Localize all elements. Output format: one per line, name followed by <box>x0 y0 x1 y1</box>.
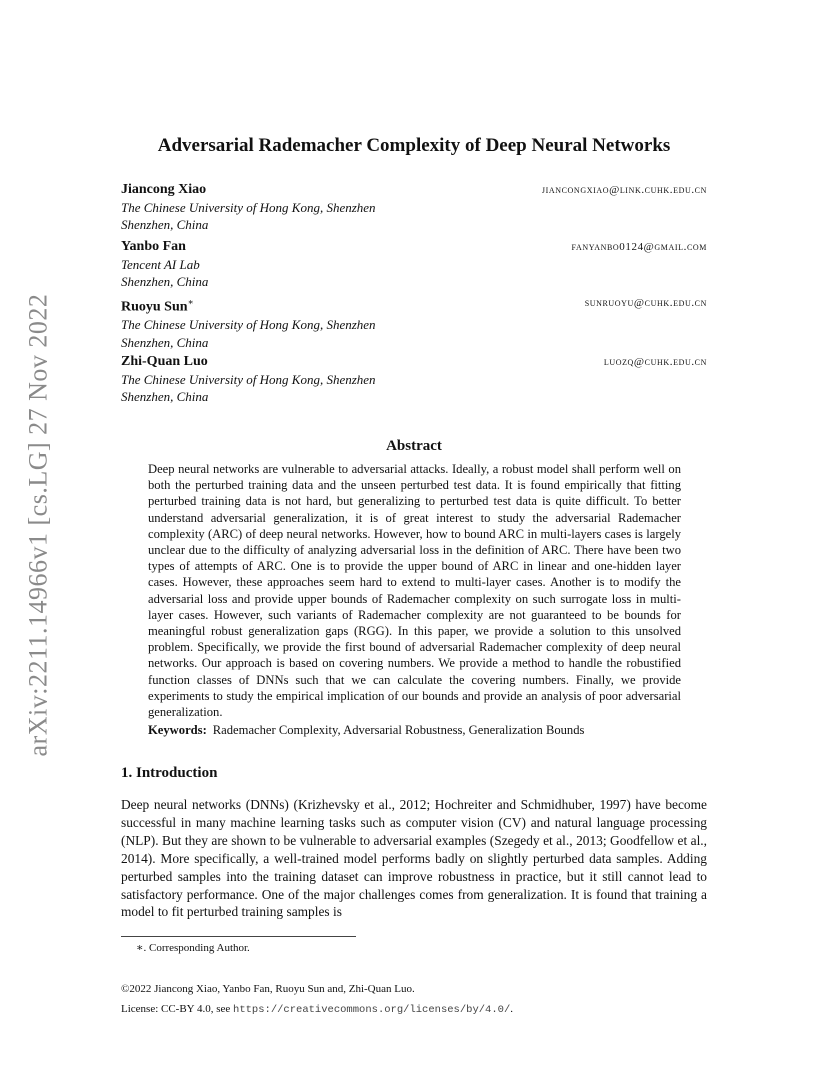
author-name: Ruoyu Sun∗ <box>121 297 194 315</box>
author-name: Jiancong Xiao <box>121 182 207 197</box>
author-email[interactable]: jiancongxiao@link.cuhk.edu.cn <box>541 184 707 196</box>
keywords <box>148 723 688 738</box>
author-email[interactable]: fanyanbo0124@gmail.com <box>571 241 707 253</box>
author-block <box>121 294 707 351</box>
author-affiliation: The Chinese University of Hong Kong, Shenzhen <box>121 317 376 333</box>
arxiv-stamp <box>19 290 57 760</box>
author-location: Shenzhen, China <box>121 389 209 404</box>
paper-title: Adversarial Rademacher Complexity of Deep Neural Networks <box>157 135 671 156</box>
abstract-heading: Abstract <box>386 438 442 454</box>
section-heading: 1. Introduction <box>121 765 218 781</box>
abstract-body: Deep neural networks are vulnerable to adversarial attacks. Ideally, a robust model shall perform well on both the perturbed training data and the unseen perturbed test data. It is found empirically that fitting perturbed training data is not hard, but generalizing to perturbed test data is quite difficult. To better understand adversarial generalization, it is of great interest to study the adversarial Rademacher complexity (ARC) of deep neural networks. However, how to bound ARC in multi-layers cases is largely unclear due to the difficulty of analyzing adversarial loss in the definition of ARC. There have been two types of attempts of ARC. One is to provide the upper bound of ARC in linear and one-hidden layer cases. However, these approaches seem hard to extend to multi-layer cases. Another is to modify the adversarial loss and provide upper bounds of Rademacher complexity on such surrogate loss in multi-layer cases. However, such variants of Rademacher complexity are not guaranteed to be bounds for meaningful robust generalization gaps (RGG). In this paper, we provide a solution to this unsolved problem. Specifically, we provide the first bound of adversarial Rademacher complexity of deep neural networks. Our approach is based on covering numbers. We provide a method to handle the robustified function classes of DNNs such that we can calculate the covering numbers. Finally, we provide experiments to study the empirical implication of our bounds and provide an analysis of poor adversarial generalization. <box>148 462 681 720</box>
author-block <box>121 353 707 406</box>
author-location: Shenzhen, China <box>121 274 209 289</box>
author-affiliation: The Chinese University of Hong Kong, Shenzhen <box>121 371 376 387</box>
arxiv-stamp-text: arXiv:2211.14966v1 [cs.LG] 27 Nov 2022 <box>23 293 52 757</box>
author-affiliation: Tencent AI Lab <box>121 256 200 272</box>
license-link[interactable]: https://creativecommons.org/licenses/by/4.0/ <box>233 1004 511 1016</box>
author-email[interactable]: luozq@cuhk.edu.cn <box>603 356 707 368</box>
author-location: Shenzhen, China <box>121 217 209 232</box>
author-name: Yanbo Fan <box>121 239 186 254</box>
author-location: Shenzhen, China <box>121 334 209 350</box>
corresponding-mark: ∗ <box>187 297 194 307</box>
author-block <box>121 181 707 234</box>
author-email[interactable]: sunruoyu@cuhk.edu.cn <box>584 297 707 309</box>
license-line <box>121 1003 513 1016</box>
license-prefix: License: CC-BY 4.0, see <box>121 1003 234 1015</box>
author-block <box>121 238 707 291</box>
section-body: Deep neural networks (DNNs) (Krizhevsky et al., 2012; Hochreiter and Schmidhuber, 1997) have become successful in many machine learning tasks such as computer vision (CV) and natural language processing (NLP). But they are shown to be vulnerable to adversarial examples (Szegedy et al., 2013; Goodfellow et al., 2014). More specifically, a well-trained model performs badly on slightly perturbed data samples. Adding perturbed samples into the training dataset can improve robustness in practice, but it still cannot lead to satisfactory performance. One of the major challenges comes from generalization. It is found that training a model to fit perturbed training samples is <box>121 797 707 920</box>
keywords-text: Rademacher Complexity, Adversarial Robustness, Generalization Bounds <box>212 723 585 737</box>
author-affiliation: The Chinese University of Hong Kong, Shenzhen <box>121 199 376 215</box>
license-suffix: . <box>510 1003 514 1015</box>
keywords-label: Keywords: <box>148 723 207 737</box>
author-name: Zhi-Quan Luo <box>121 354 208 369</box>
copyright-line: ©2022 Jiancong Xiao, Yanbo Fan, Ruoyu Sun and, Zhi-Quan Luo. <box>121 983 415 995</box>
footnote: ∗. Corresponding Author. <box>136 942 250 954</box>
footnote-divider <box>121 936 356 937</box>
